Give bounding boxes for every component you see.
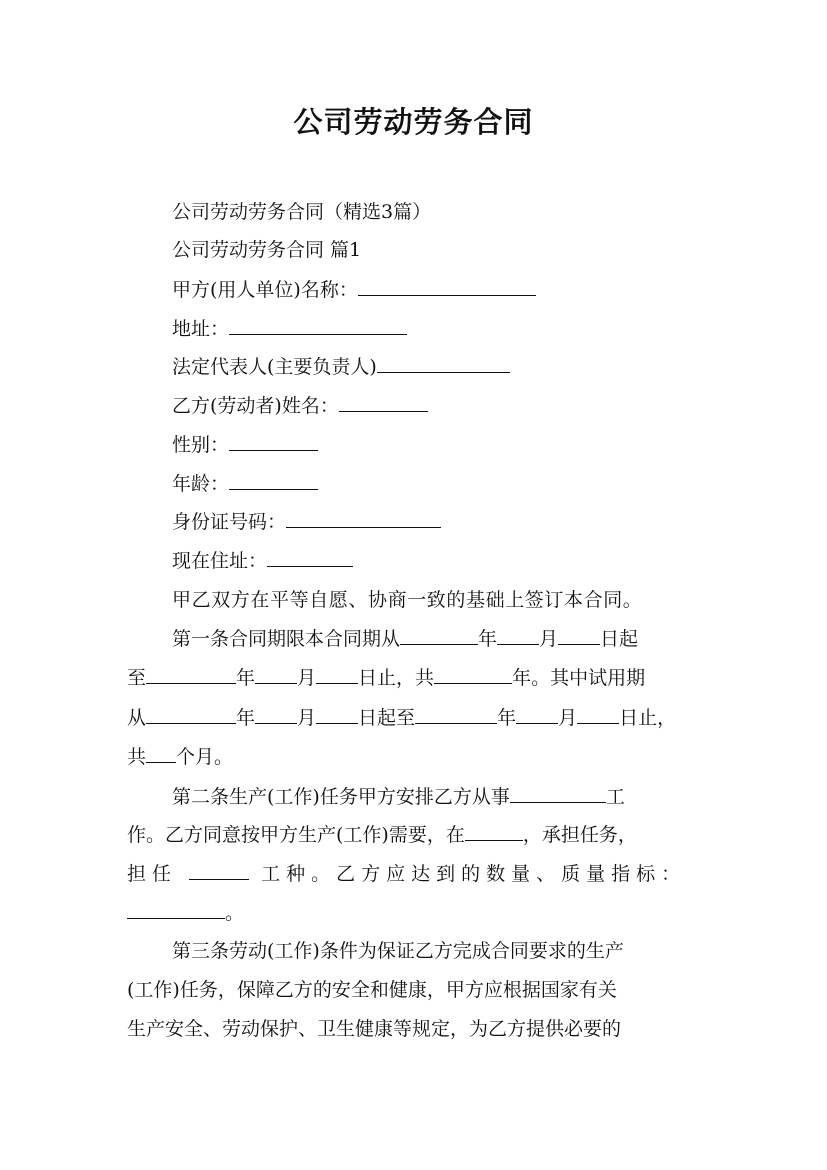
fill-blank[interactable]	[229, 432, 318, 451]
section-heading: 公司劳动劳务合同 篇1	[172, 239, 362, 261]
fill-blank[interactable]	[127, 900, 225, 919]
text-run: 共	[127, 746, 147, 768]
field-current-address	[172, 548, 353, 573]
text-run: 年	[497, 707, 517, 729]
fill-blank[interactable]	[286, 509, 441, 528]
text-run: 月	[539, 628, 559, 650]
fill-blank[interactable]	[497, 626, 539, 645]
article1-line4	[127, 744, 702, 769]
text-run: 年	[478, 628, 498, 650]
text-run: 工种。乙方应达到的数量、质量指标：	[261, 863, 687, 885]
fill-blank[interactable]	[316, 705, 358, 724]
fill-blank[interactable]	[400, 626, 478, 645]
text-run: 年。其中试用期	[512, 667, 646, 689]
field-party-b-name	[172, 393, 428, 418]
fill-blank[interactable]	[229, 316, 407, 335]
field-label: 乙方(劳动者)姓名：	[172, 395, 339, 417]
text-run: 月	[297, 707, 317, 729]
field-label: 法定代表人(主要负责人)	[172, 356, 377, 378]
text-run: 个月。	[176, 746, 234, 768]
text-run: 日起至	[358, 707, 416, 729]
field-label: 甲方(用人单位)名称：	[172, 279, 358, 301]
text-run: 第二条生产(工作)任务甲方安排乙方从事	[172, 786, 510, 808]
fill-blank[interactable]	[415, 705, 497, 724]
fill-blank[interactable]	[146, 744, 176, 763]
text-run: 工	[605, 786, 625, 808]
fill-blank[interactable]	[465, 822, 523, 841]
text-run: 月	[558, 707, 578, 729]
fill-blank[interactable]	[434, 665, 512, 684]
field-label: 现在住址：	[172, 550, 268, 572]
fill-blank[interactable]	[229, 471, 318, 490]
text-run: 第一条合同期限本合同期从	[172, 628, 401, 650]
text-run: 年	[236, 667, 256, 689]
text-run: 年	[236, 707, 256, 729]
text-run: 月	[297, 667, 317, 689]
document-subtitle: 公司劳动劳务合同（精选3篇）	[172, 201, 432, 223]
fill-blank[interactable]	[255, 665, 297, 684]
fill-blank[interactable]	[510, 784, 606, 803]
article1-line1	[172, 626, 702, 651]
fill-blank[interactable]	[146, 665, 236, 684]
fill-blank[interactable]	[339, 393, 428, 412]
article2-line2	[127, 822, 702, 847]
field-label: 性别：	[172, 434, 230, 456]
article2-line3	[127, 861, 702, 886]
fill-blank[interactable]	[558, 626, 600, 645]
text-run: 作。乙方同意按甲方生产(工作)需要，在	[127, 824, 465, 846]
text-run: 日起	[600, 628, 639, 650]
field-id-number	[172, 509, 441, 534]
field-label: 年龄：	[172, 473, 230, 495]
field-legal-rep	[172, 354, 510, 379]
field-address	[172, 316, 407, 341]
field-gender	[172, 432, 318, 457]
field-label: 地址：	[172, 318, 230, 340]
fill-blank[interactable]	[255, 705, 297, 724]
fill-blank[interactable]	[516, 705, 558, 724]
text-run: 至	[127, 667, 147, 689]
article3-line3: 生产安全、劳动保护、卫生健康等规定，为乙方提供必要的	[127, 1018, 622, 1040]
fill-blank[interactable]	[358, 277, 536, 296]
intro-paragraph: 甲乙双方在平等自愿、协商一致的基础上签订本合同。	[172, 589, 643, 611]
article1-line2	[127, 665, 702, 690]
fill-blank[interactable]	[377, 354, 510, 373]
text-run: 担任	[127, 863, 178, 885]
article2-line1	[172, 784, 702, 809]
field-age	[172, 471, 318, 496]
fill-blank[interactable]	[316, 665, 358, 684]
fill-blank[interactable]	[146, 705, 236, 724]
text-run: 。	[225, 902, 245, 924]
document-title: 公司劳动劳务合同	[293, 105, 534, 139]
article3-line2: (工作)任务，保障乙方的安全和健康，甲方应根据国家有关	[127, 979, 617, 1001]
fill-blank[interactable]	[267, 548, 353, 567]
article3-line1: 第三条劳动(工作)条件为保证乙方完成合同要求的生产	[172, 940, 624, 962]
field-party-a-name	[172, 277, 536, 302]
article2-line4	[127, 900, 702, 925]
text-run: ，承担任务，	[522, 824, 637, 846]
text-run: 日止，	[619, 707, 677, 729]
field-label: 身份证号码：	[172, 511, 287, 533]
article1-line3	[127, 705, 702, 730]
fill-blank[interactable]	[189, 861, 249, 880]
fill-blank[interactable]	[577, 705, 619, 724]
text-run: 日止，共	[358, 667, 435, 689]
text-run: 从	[127, 707, 147, 729]
